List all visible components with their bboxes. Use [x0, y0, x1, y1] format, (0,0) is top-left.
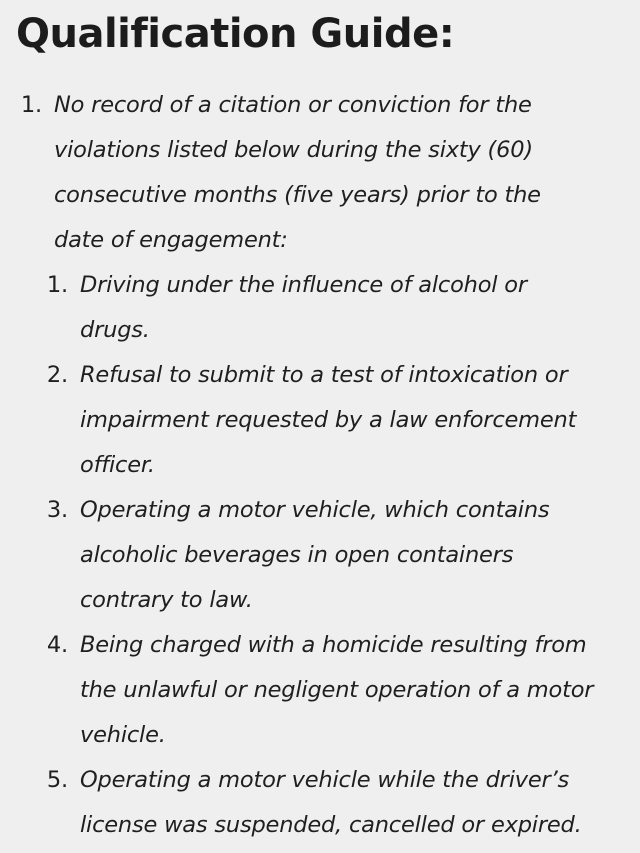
- sub-list-item-number: 1.: [46, 272, 68, 298]
- sub-list-item-line: Operating a motor vehicle, which contains: [80, 497, 550, 523]
- page-title: Qualification Guide:: [16, 11, 455, 57]
- sub-list-item-number: 5.: [46, 767, 68, 793]
- sub-list-item-line: Driving under the influence of alcohol or: [80, 272, 527, 298]
- sub-list-item-line: contrary to law.: [80, 587, 253, 613]
- sub-list-item-line: drugs.: [80, 317, 150, 343]
- list-item-1-line: consecutive months (five years) prior to the: [54, 182, 541, 208]
- sub-list-item-line: impairment requested by a law enforcement: [80, 407, 577, 433]
- list-item-1-line: violations listed below during the sixty (60): [54, 137, 533, 163]
- list-item-1: [0, 83, 640, 263]
- sub-list-item-line: Refusal to submit to a test of intoxication or: [80, 362, 568, 388]
- sub-list-item-line: Operating a motor vehicle while the driver’s: [80, 767, 570, 793]
- sub-list-item-1: [0, 263, 640, 353]
- sub-list-item-number: 4.: [46, 632, 68, 658]
- sub-list-item-line: officer.: [80, 452, 155, 478]
- sub-list-item-2: [0, 353, 640, 488]
- list-item-1-line: date of engagement:: [54, 227, 288, 253]
- list-item-1-number: 1.: [20, 92, 42, 118]
- sub-list-item-number: 2.: [46, 362, 68, 388]
- sub-list-item-4: [0, 623, 640, 758]
- sub-list-item-5: [0, 758, 640, 848]
- sub-list-item-3: [0, 488, 640, 623]
- qualification-list: [0, 83, 640, 848]
- sub-list-item-line: alcoholic beverages in open containers: [80, 542, 514, 568]
- sub-list-item-line: vehicle.: [80, 722, 166, 748]
- list-item-1-line: No record of a citation or conviction for the: [54, 92, 532, 118]
- sub-list-item-number: 3.: [46, 497, 68, 523]
- sub-list-item-line: Being charged with a homicide resulting from: [80, 632, 587, 658]
- sub-list-item-line: license was suspended, cancelled or expired.: [80, 812, 582, 838]
- sub-list-item-line: the unlawful or negligent operation of a motor: [80, 677, 594, 703]
